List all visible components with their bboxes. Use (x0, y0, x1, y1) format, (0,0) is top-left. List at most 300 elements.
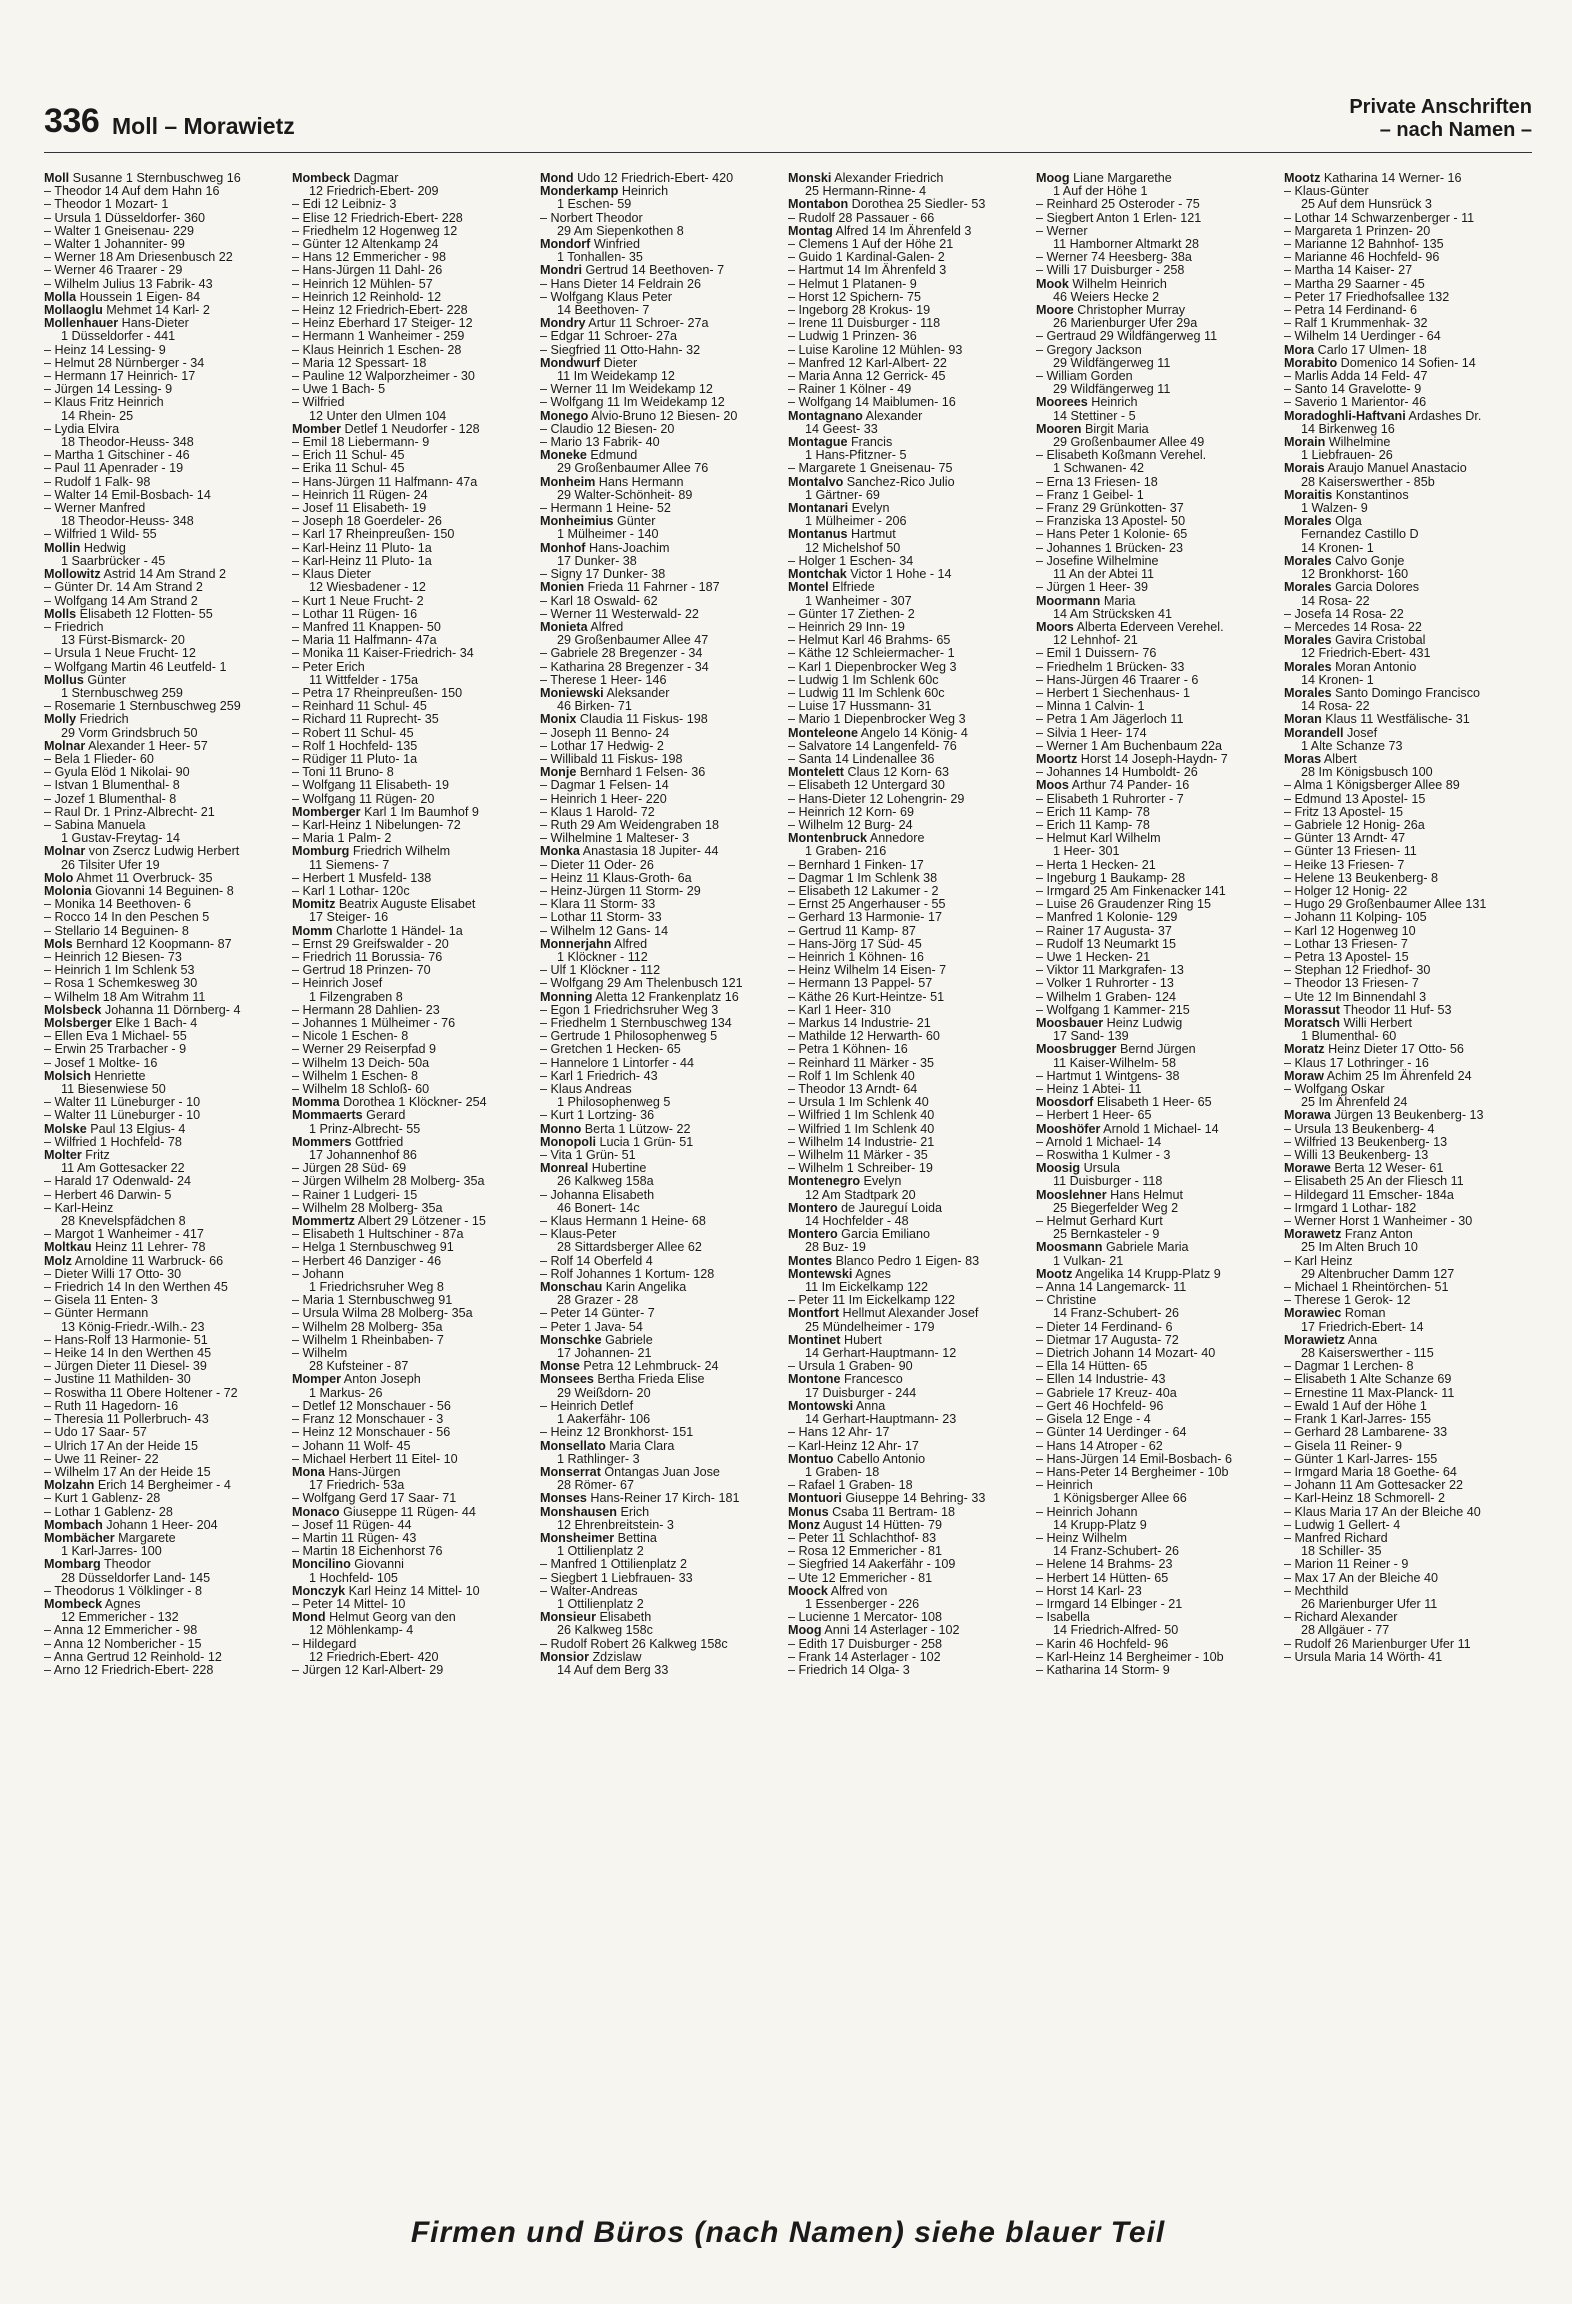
directory-entry: – Fritz 13 Apostel- 15 (1284, 804, 1404, 819)
directory-entry: – Heinz 14 Lessing- 9 (44, 342, 166, 357)
directory-entry: Mommers Gottfried (292, 1134, 404, 1149)
directory-entry: Monreal Hubertine (540, 1161, 647, 1176)
directory-entry: – Hans-Jürgen 46 Traarer - 6 (1036, 672, 1199, 687)
directory-entry: Monheim Hans Hermann (540, 474, 684, 489)
directory-entry: – Lydia Elvira (44, 421, 120, 436)
directory-entry: – Frank 14 Asterlager - 102 (788, 1649, 941, 1664)
directory-entry: – Peter 14 Mittel- 10 (292, 1596, 406, 1611)
directory-entry: – Wilhelm 1 Eschen- 8 (292, 1068, 418, 1083)
directory-entry: Moncilino Giovanni (292, 1557, 404, 1572)
directory-entry: Monje Bernhard 1 Felsen- 36 (540, 765, 706, 780)
directory-entry: Mommaerts Gerard (292, 1108, 406, 1123)
directory-column-5 (1036, 172, 1284, 2152)
directory-entry: – Werner 46 Traarer - 29 (44, 263, 183, 278)
directory-entry: – Jürgen Dieter 11 Diesel- 39 (44, 1359, 207, 1374)
directory-entry: Mombarg Theodor (44, 1557, 151, 1572)
directory-entry: Monteleone Angelo 14 König- 4 (788, 725, 968, 740)
directory-entry: – Elisabeth 1 Alte Schanze 69 (1284, 1372, 1452, 1387)
directory-entry: 17 Friedrich- 53a (309, 1478, 405, 1493)
directory-entry: – Margot 1 Wanheimer - 417 (44, 1227, 204, 1242)
directory-entry: Monning Aletta 12 Frankenplatz 16 (540, 989, 739, 1004)
directory-entry: – Wilfried 13 Beukenberg- 13 (1284, 1134, 1448, 1149)
directory-entry: 14 Kronen- 1 (1301, 672, 1374, 687)
directory-entry: – Wilhelm 18 Am Witrahm 11 (44, 989, 206, 1004)
directory-entry: Monix Claudia 11 Fiskus- 198 (540, 712, 708, 727)
directory-entry: 1 Königsberger Allee 66 (1053, 1491, 1187, 1506)
directory-entry: Moosmann Gabriele Maria (1036, 1240, 1189, 1255)
directory-entry: – Rüdiger 11 Pluto- 1a (292, 751, 418, 766)
directory-entry: Monsieur Elisabeth (540, 1610, 652, 1625)
directory-entry: Montero Garcia Emiliano (788, 1227, 931, 1242)
directory-entry: – Rosa 1 Schemkesweg 30 (44, 976, 198, 991)
directory-entry: – Wilhelm 28 Molberg- 35a (292, 1319, 443, 1334)
directory-entry: – Monika 11 Kaiser-Friedrich- 34 (292, 646, 474, 661)
directory-entry: – Ute 12 Emmericher - 81 (788, 1570, 933, 1585)
directory-entry: 13 König-Friedr.-Wilh.- 23 (61, 1319, 205, 1334)
directory-entry: Montuo Cabello Antonio (788, 1451, 926, 1466)
directory-entry: – Erich 11 Kamp- 78 (1036, 804, 1150, 819)
directory-entry: – Johanna Elisabeth (540, 1187, 655, 1202)
directory-entry: – Wolfgang 11 Im Weidekamp 12 (540, 395, 725, 410)
directory-entry: 14 Stettiner - 5 (1053, 408, 1136, 423)
directory-entry: Monz August 14 Hütten- 79 (788, 1517, 943, 1532)
directory-entry: – William Gorden (1036, 369, 1133, 384)
directory-entry: – Heinrich 12 Korn- 69 (788, 804, 915, 819)
directory-entry: – Günter 1 Karl-Jarres- 155 (1284, 1451, 1438, 1466)
directory-entry: Mondry Artur 11 Schroer- 27a (540, 316, 709, 331)
directory-entry: Moras Albert (1284, 751, 1357, 766)
directory-entry: – Günter 12 Altenkamp 24 (292, 237, 439, 252)
directory-entry: 1 Hochfeld- 105 (309, 1570, 398, 1585)
directory-entry: – Martha 14 Kaiser- 27 (1284, 263, 1413, 278)
directory-entry: – Heike 13 Friesen- 7 (1284, 857, 1405, 872)
directory-entry: – Isabella (1036, 1610, 1090, 1625)
directory-entry: – Ingeborg 28 Krokus- 19 (788, 303, 931, 318)
directory-entry: – Jozef 1 Blumenthal- 8 (44, 791, 177, 806)
directory-entry: – Wilfried (292, 395, 345, 410)
directory-entry: 26 Marienburger Ufer 11 (1301, 1596, 1438, 1611)
directory-entry: 29 Großenbaumer Allee 76 (557, 461, 709, 476)
directory-entry: – Peter 1 Java- 54 (540, 1319, 643, 1334)
directory-entry: – Klaus Hermann 1 Heine- 68 (540, 1214, 706, 1229)
directory-entry: 12 Am Stadtpark 20 (805, 1187, 916, 1202)
directory-entry: – Jürgen 12 Karl-Albert- 29 (292, 1662, 444, 1677)
directory-entry: 12 Lehnhof- 21 (1053, 633, 1138, 648)
directory-entry: 14 Birkenweg 16 (1301, 421, 1395, 436)
directory-entry: – Maria Anna 12 Gerrick- 45 (788, 369, 946, 384)
directory-entry: – Rainer 17 Augusta- 37 (1036, 923, 1172, 938)
directory-entry: – Ludwig 1 Gellert- 4 (1284, 1517, 1401, 1532)
directory-entry: Moos Arthur 74 Pander- 16 (1036, 778, 1190, 793)
directory-column-4 (788, 172, 1036, 2152)
directory-entry: – Peter 17 Friedhofsallee 132 (1284, 289, 1450, 304)
directory-entry: – Hans 14 Atroper - 62 (1036, 1438, 1163, 1453)
directory-entry: – Lothar 11 Rügen- 16 (292, 606, 418, 621)
directory-entry: 46 Bonert- 14c (557, 1200, 640, 1215)
directory-entry: Mondwurf Dieter (540, 355, 638, 370)
directory-entry: Morawiec Roman (1284, 1306, 1386, 1321)
directory-entry: – Elisabeth 1 Ruhrorter - 7 (1036, 791, 1184, 806)
directory-entry: Mollaoglu Mehmet 14 Karl- 2 (44, 303, 210, 318)
directory-entry: 28 Buz- 19 (805, 1240, 866, 1255)
directory-entry: – Gabriele 12 Honig- 26a (1284, 817, 1425, 832)
directory-entry: – Heinz Wilhelm 14 Eisen- 7 (788, 963, 947, 978)
directory-entry: – Franziska 13 Apostel- 50 (1036, 514, 1186, 529)
directory-entry: – Petra 1 Köhnen- 16 (788, 1042, 908, 1057)
directory-entry: – Uwe 1 Hecken- 21 (1036, 949, 1151, 964)
directory-entry: 17 Steiger- 16 (309, 910, 389, 925)
directory-entry: – Gerhard 28 Lambarene- 33 (1284, 1425, 1448, 1440)
footer-note: Firmen und Büros (nach Namen) siehe blauer Teil (410, 2216, 1166, 2249)
directory-entry: – Frank 1 Karl-Jarres- 155 (1284, 1412, 1431, 1427)
directory-entry: – Harald 17 Odenwald- 24 (44, 1174, 192, 1189)
directory-entry: Moock Alfred von (788, 1583, 888, 1598)
directory-entry: Montenegro Evelyn (788, 1174, 902, 1189)
directory-entry: – Hermann 28 Dahlien- 23 (292, 1002, 440, 1017)
directory-entry: – Paul 11 Apenrader - 19 (44, 461, 184, 476)
directory-entry: Molly Friedrich (44, 712, 129, 727)
directory-entry: Monheimius Günter (540, 514, 656, 529)
directory-entry: Mora Carlo 17 Ulmen- 18 (1284, 342, 1427, 357)
directory-entry: – Siegbert 1 Liebfrauen- 33 (540, 1570, 693, 1585)
directory-entry: 1 Mülheimer - 140 (557, 527, 659, 542)
directory-entry: – Günter 13 Arndt- 47 (1284, 831, 1406, 846)
directory-entry: – Hans 12 Emmericher - 98 (292, 250, 446, 265)
directory-entry: Mollenhauer Hans-Dieter (44, 316, 189, 331)
directory-entry: Mollin Hedwig (44, 540, 126, 555)
directory-entry: – Rudolf 28 Passauer - 66 (788, 210, 935, 225)
directory-entry: 1 Heer- 301 (1053, 844, 1120, 859)
directory-entry: – Martin 18 Eichenhorst 76 (292, 1544, 443, 1559)
directory-entry: Monsellato Maria Clara (540, 1438, 675, 1453)
directory-entry: – Siegbert Anton 1 Erlen- 121 (1036, 210, 1202, 225)
directory-entry: 28 Römer- 67 (557, 1478, 634, 1493)
directory-entry: – Edgar 11 Schroer- 27a (540, 329, 677, 344)
directory-entry: – Karl 1 Friedrich- 43 (540, 1068, 658, 1083)
directory-entry: – Holger 12 Honig- 22 (1284, 883, 1408, 898)
directory-entry: – Gisela 12 Enge - 4 (1036, 1412, 1151, 1427)
directory-entry: Monka Anastasia 18 Jupiter- 44 (540, 844, 719, 859)
directory-entry: – Jürgen 28 Süd- 69 (292, 1161, 407, 1176)
directory-entry: – Dagmar 1 Felsen- 14 (540, 778, 669, 793)
directory-entry: – Karl Heinz (1284, 1253, 1353, 1268)
page-header (44, 88, 1532, 153)
directory-entry: 29 Altenbrucher Damm 127 (1301, 1266, 1455, 1281)
directory-entry: – Rosemarie 1 Sternbuschweg 259 (44, 699, 241, 714)
directory-entry: – Karl-Heinz (44, 1200, 114, 1215)
directory-entry: – Walter 1 Gneisenau- 229 (44, 223, 195, 238)
directory-entry: – Helmut Gerhard Kurt (1036, 1214, 1163, 1229)
directory-entry: – Rolf 14 Oberfeld 4 (540, 1253, 653, 1268)
directory-entry: – Klaus Heinrich 1 Eschen- 28 (292, 342, 462, 357)
directory-column-6 (1284, 172, 1532, 2152)
directory-entry: – Luise 26 Graudenzer Ring 15 (1036, 897, 1212, 912)
directory-entry: – Gertrud 11 Kamp- 87 (788, 923, 916, 938)
directory-entry: – Marlis Adda 14 Feld- 47 (1284, 369, 1428, 384)
directory-entry: – Josefine Wilhelmine (1036, 553, 1159, 568)
directory-entry: – Maria 11 Halfmann- 47a (292, 633, 437, 648)
directory-entry: – Herbert 1 Musfeld- 138 (292, 870, 432, 885)
directory-entry: Molske Paul 13 Elgius- 4 (44, 1121, 186, 1136)
directory-entry: – Hartmut 14 Im Ährenfeld 3 (788, 263, 947, 278)
directory-entry: – Wolfgang 14 Maiblumen- 16 (788, 395, 956, 410)
directory-entry: 29 Vorm Grindsbruch 50 (61, 725, 198, 740)
directory-entry: – Heinz-Jürgen 11 Storm- 29 (540, 883, 701, 898)
directory-entry: – Ludwig 11 Im Schlenk 60c (788, 685, 945, 700)
directory-entry: Montewski Agnes (788, 1266, 891, 1281)
directory-entry: 28 Knevelspfädchen 8 (61, 1214, 186, 1229)
directory-entry: – Wolfgang Martin 46 Leutfeld- 1 (44, 659, 227, 674)
directory-entry: 14 Kronen- 1 (1301, 540, 1374, 555)
directory-column-2 (292, 172, 540, 2152)
directory-entry: 1 Prinz-Albrecht- 55 (309, 1121, 421, 1136)
directory-entry: – Karl 17 Rheinpreußen- 150 (292, 527, 455, 542)
directory-entry: Mommertz Albert 29 Lötzener - 15 (292, 1214, 486, 1229)
directory-entry: Monserrat Ontangas Juan Jose (540, 1464, 720, 1479)
directory-entry: Molo Ahmet 11 Overbruck- 35 (44, 870, 213, 885)
directory-entry: – Peter 14 Günter- 7 (540, 1306, 655, 1321)
directory-entry: – Gertrude 1 Philosophenweg 5 (540, 1029, 718, 1044)
directory-entry: – Werner Horst 1 Wanheimer - 30 (1284, 1214, 1473, 1229)
directory-entry: – Horst 14 Karl- 23 (1036, 1583, 1142, 1598)
directory-entry: 12 Friedrich-Ebert- 420 (309, 1649, 439, 1664)
directory-entry: 28 Kaiserswerther - 115 (1301, 1346, 1434, 1361)
directory-entry: Moosbrugger Bernd Jürgen (1036, 1042, 1196, 1057)
directory-entry: – Ursula 1 Neue Frucht- 12 (44, 646, 196, 661)
directory-entry: Morawetz Franz Anton (1284, 1227, 1413, 1242)
directory-entry: – Theodor 14 Auf dem Hahn 16 (44, 184, 220, 199)
directory-entry: – Gertraud 29 Wildfängerweg 11 (1036, 329, 1218, 344)
directory-entry: – Werner 11 Im Weidekamp 12 (540, 382, 713, 397)
directory-entry: – Theresia 11 Pollerbruch- 43 (44, 1412, 209, 1427)
directory-entry: 29 Wildfängerweg 11 (1053, 382, 1171, 397)
directory-entry: – Joseph 11 Benno- 24 (540, 725, 670, 740)
directory-entry: Molnar Alexander 1 Heer- 57 (44, 738, 208, 753)
directory-entry: – Ingeburg 1 Baukamp- 28 (1036, 870, 1186, 885)
directory-entry: 1 Filzengraben 8 (309, 989, 403, 1004)
directory-entry: – Maria 1 Palm- 2 (292, 831, 392, 846)
directory-entry: Monopoli Lucia 1 Grün- 51 (540, 1134, 694, 1149)
directory-entry: – Siegfried 11 Otto-Hahn- 32 (540, 342, 701, 357)
directory-entry: – Gretchen 1 Hecken- 65 (540, 1042, 681, 1057)
directory-entry: 1 Sternbuschweg 259 (61, 685, 183, 700)
directory-entry: – Walter 11 Lüneburger - 10 (44, 1095, 201, 1110)
directory-entry: – Richard Alexander (1284, 1610, 1398, 1625)
directory-entry: – Franz 12 Monschauer - 3 (292, 1412, 444, 1427)
directory-entry: – Heinz 12 Friedrich-Ebert- 228 (292, 303, 468, 318)
directory-entry: – Mario 1 Diepenbrocker Weg 3 (788, 712, 966, 727)
directory-entry: 46 Weiers Hecke 2 (1053, 289, 1160, 304)
directory-entry: – Minna 1 Calvin- 1 (1036, 699, 1145, 714)
directory-entry: Montel Elfriede (788, 580, 875, 595)
directory-entry: – Elisabeth 12 Untergard 30 (788, 778, 945, 793)
directory-entry: – Anna Gertrud 12 Reinhold- 12 (44, 1649, 222, 1664)
directory-entry: 17 Dunker- 38 (557, 553, 637, 568)
directory-entry: – Ruth 11 Hagedorn- 16 (44, 1398, 179, 1413)
directory-entry: – Friedrich 14 In den Werthen 45 (44, 1280, 228, 1295)
directory-entry: Montfort Hellmut Alexander Josef (788, 1306, 979, 1321)
directory-entry: 1 Karl-Jarres- 100 (61, 1544, 162, 1559)
directory-entry: – Helmut 1 Platanen- 9 (788, 276, 917, 291)
directory-entry: – Bela 1 Flieder- 60 (44, 751, 154, 766)
directory-entry: – Günter Dr. 14 Am Strand 2 (44, 580, 203, 595)
directory-entry: – Friedhelm 1 Sternbuschweg 134 (540, 1016, 732, 1030)
directory-entry: – Luise Karoline 12 Mühlen- 93 (788, 342, 963, 357)
directory-entry: Moran Klaus 11 Westfälische- 31 (1284, 712, 1470, 727)
directory-entry: – Wilhelm 18 Schloß- 60 (292, 1082, 430, 1097)
directory-entry: – Marion 11 Reiner - 9 (1284, 1557, 1409, 1572)
directory-entry: – Richard 11 Ruprecht- 35 (292, 712, 439, 727)
directory-entry: – Helene 13 Beukenberg- 8 (1284, 870, 1439, 885)
directory-entry: Monieta Alfred (540, 619, 624, 634)
directory-entry: – Günter 14 Uerdinger - 64 (1036, 1425, 1187, 1440)
directory-entry: – Gregory Jackson (1036, 342, 1142, 357)
directory-entry: Momburg Friedrich Wilhelm (292, 844, 451, 859)
directory-entry: Moratz Heinz Dieter 17 Otto- 56 (1284, 1042, 1464, 1057)
directory-entry: 1 Essenberger - 226 (805, 1596, 920, 1611)
directory-entry: – Hildegard (292, 1636, 357, 1651)
directory-entry: – Kurt 1 Gablenz- 28 (44, 1491, 161, 1506)
directory-entry: – Karl-Heinz 11 Pluto- 1a (292, 540, 432, 555)
directory-entry: – Ewald 1 Auf der Höhe 1 (1284, 1398, 1427, 1413)
directory-entry: – Hermann 1 Wanheimer - 259 (292, 329, 465, 344)
directory-entry: – Wilhelm 14 Industrie- 21 (788, 1134, 935, 1149)
directory-entry: – Nicole 1 Eschen- 8 (292, 1029, 409, 1044)
directory-entry: – Norbert Theodor (540, 210, 643, 225)
directory-entry: – Heinrich 12 Reinhold- 12 (292, 289, 442, 304)
directory-entry: – Hans Dieter 14 Feldrain 26 (540, 276, 702, 291)
directory-entry: 12 Friedrich-Ebert- 431 (1301, 646, 1431, 661)
directory-entry: 1 Alte Schanze 73 (1301, 738, 1403, 753)
directory-entry: Moormann Maria (1036, 593, 1136, 608)
directory-entry: 13 Fürst-Bismarck- 20 (61, 633, 185, 648)
directory-entry: – Karin 46 Hochfeld- 96 (1036, 1636, 1169, 1651)
directory-entry: – Wilfried 1 Hochfeld- 78 (44, 1134, 182, 1149)
directory-entry: – Hartmut 1 Wintgens- 38 (1036, 1068, 1180, 1083)
directory-entry: 17 Johannen- 21 (557, 1346, 652, 1361)
directory-entry: – Wilfried 1 Wild- 55 (44, 527, 157, 542)
directory-entry: – Heinrich Josef (292, 976, 383, 991)
directory-entry: – Horst 12 Spichern- 75 (788, 289, 922, 304)
directory-entry: – Wilhelm 12 Burg- 24 (788, 817, 913, 832)
directory-entry: – Istvan 1 Blumenthal- 8 (44, 778, 180, 793)
running-head: Moll – Morawietz (112, 113, 295, 139)
directory-entry: 11 Biesenwiese 50 (61, 1082, 166, 1097)
directory-entry: Morassut Theodor 11 Huf- 53 (1284, 1002, 1452, 1017)
directory-entry: 29 Großenbaumer Allee 47 (557, 633, 709, 648)
directory-entry: Monno Berta 1 Lützow- 22 (540, 1121, 691, 1136)
directory-entry: 11 Hamborner Altmarkt 28 (1053, 237, 1200, 252)
directory-entry: – Günter 13 Friesen- 11 (1284, 844, 1417, 859)
directory-entry: – Johann 11 Kolping- 105 (1284, 910, 1427, 925)
directory-entry: – Elisabeth Koßmann Verehel. (1036, 448, 1207, 463)
directory-entry: – Friedrich 14 Olga- 3 (788, 1662, 910, 1677)
directory-entry: – Katharina 14 Storm- 9 (1036, 1662, 1170, 1677)
directory-entry: – Dieter 14 Ferdinand- 6 (1036, 1319, 1173, 1334)
directory-entry: 1 Graben- 18 (805, 1464, 880, 1479)
directory-entry: – Wilhelm 17 An der Heide 15 (44, 1464, 211, 1479)
directory-entry: 14 Krupp-Platz 9 (1053, 1517, 1147, 1532)
directory-entry: – Hans-Peter 14 Bergheimer - 10b (1036, 1464, 1229, 1479)
directory-entry: 17 Friedrich-Ebert- 14 (1301, 1319, 1424, 1334)
directory-entry: – Klaus Fritz Heinrich (44, 395, 164, 410)
directory-entry: – Klaus 1 Harold- 72 (540, 804, 655, 819)
directory-entry: – Katharina 28 Bregenzer - 34 (540, 659, 709, 674)
directory-entry: – Wilhelmine 1 Malteser- 3 (540, 831, 690, 846)
directory-entry: – Erika 11 Schul- 45 (292, 461, 405, 476)
directory-entry: Monski Alexander Friedrich (788, 172, 944, 185)
directory-entry: 14 Gerhart-Hauptmann- 23 (805, 1412, 957, 1427)
directory-entry: – Therese 1 Gerok- 12 (1284, 1293, 1411, 1308)
directory-entry: – Hans-Jörg 17 Süd- 45 (788, 936, 922, 951)
directory-entry: – Walter 1 Johanniter- 99 (44, 237, 185, 252)
directory-entry: – Karl-Heinz 14 Bergheimer - 10b (1036, 1649, 1224, 1664)
directory-entry: – Gabriele 28 Bregenzer - 34 (540, 646, 703, 661)
directory-entry: – Margareta 1 Prinzen- 20 (1284, 223, 1431, 238)
directory-entry: – Elisabeth 25 An der Fliesch 11 (1284, 1174, 1464, 1189)
directory-entry: Molla Houssein 1 Eigen- 84 (44, 289, 201, 304)
directory-entry: 1 Düsseldorfer - 441 (61, 329, 176, 344)
directory-entry: – Wilfried 1 Im Schlenk 40 (788, 1108, 935, 1123)
directory-entry: – Elise 12 Friedrich-Ebert- 228 (292, 210, 463, 225)
directory-entry: – Erich 11 Kamp- 78 (1036, 817, 1150, 832)
directory-entry: – Wolfgang 14 Am Strand 2 (44, 593, 198, 608)
directory-entry: Monsior Zdzislaw (540, 1649, 642, 1664)
directory-entry: 28 Düsseldorfer Land- 145 (61, 1570, 211, 1585)
directory-entry: – Wilhelm 1 Rheinbaben- 7 (292, 1332, 444, 1347)
directory-entry: – Heinrich Johann (1036, 1504, 1138, 1519)
directory-entry: – Ellen Eva 1 Michael- 55 (44, 1029, 187, 1044)
directory-entry: – Wilhelm (292, 1346, 348, 1361)
directory-entry: – Emil 1 Duissern- 76 (1036, 646, 1157, 661)
directory-entry: – Hermann 1 Heine- 52 (540, 501, 671, 516)
directory-entry: – Heinrich (1036, 1478, 1093, 1493)
directory-entry: – Hugo 29 Großenbaumer Allee 131 (1284, 897, 1487, 912)
directory-entry: – Roswitha 1 Kulmer - 3 (1036, 1148, 1171, 1163)
directory-entry: Moosdorf Elisabeth 1 Heer- 65 (1036, 1095, 1212, 1110)
directory-entry: – Egon 1 Friedrichsruher Weg 3 (540, 1002, 719, 1017)
directory-entry: – Heinrich Detlef (540, 1398, 634, 1413)
directory-entry: – Mechthild (1284, 1583, 1349, 1598)
directory-entry: – Volker 1 Ruhrorter - 13 (1036, 976, 1174, 991)
section-title (1349, 96, 1532, 142)
directory-entry: – Karl 1 Lothar- 120c (292, 883, 410, 898)
directory-entry: 12 Friedrich-Ebert- 209 (309, 184, 439, 199)
directory-entry: – Klaus-Günter (1284, 184, 1369, 199)
directory-entry: 12 Möhlenkamp- 4 (309, 1623, 414, 1638)
directory-entry: – Wilhelm 28 Molberg- 35a (292, 1200, 443, 1215)
directory-entry: – Bernhard 1 Finken- 17 (788, 857, 924, 872)
directory-entry: – Rafael 1 Graben- 18 (788, 1478, 913, 1493)
directory-entry: – Gyula Elöd 1 Nikolai- 90 (44, 765, 190, 780)
directory-entry: – Rolf Johannes 1 Kortum- 128 (540, 1266, 715, 1281)
directory-entry: Fernandez Castillo D (1301, 527, 1419, 542)
directory-entry: – Lothar 11 Storm- 33 (540, 910, 662, 925)
directory-entry: Morawietz Anna (1284, 1332, 1378, 1347)
directory-entry: – Karl-Heinz 11 Pluto- 1a (292, 553, 432, 568)
directory-entry: Morawe Berta 12 Weser- 61 (1284, 1161, 1444, 1176)
directory-entry: Moosig Ursula (1036, 1161, 1120, 1176)
directory-entry: Montague Francis (788, 435, 893, 450)
directory-entry: 28 Grazer - 28 (557, 1293, 639, 1308)
directory-entry: – Joseph 18 Goerdeler- 26 (292, 514, 442, 529)
directory-entry: 25 Im Alten Bruch 10 (1301, 1240, 1418, 1255)
directory-entry: Molsich Henriette (44, 1068, 146, 1083)
directory-entry: – Ellen 14 Industrie- 43 (1036, 1372, 1166, 1387)
directory-entry: – Irmgard 25 Am Finkenacker 141 (1036, 883, 1226, 898)
directory-entry: Monderkamp Heinrich (540, 184, 669, 199)
directory-entry: – Santa 14 Lindenallee 36 (788, 751, 935, 766)
